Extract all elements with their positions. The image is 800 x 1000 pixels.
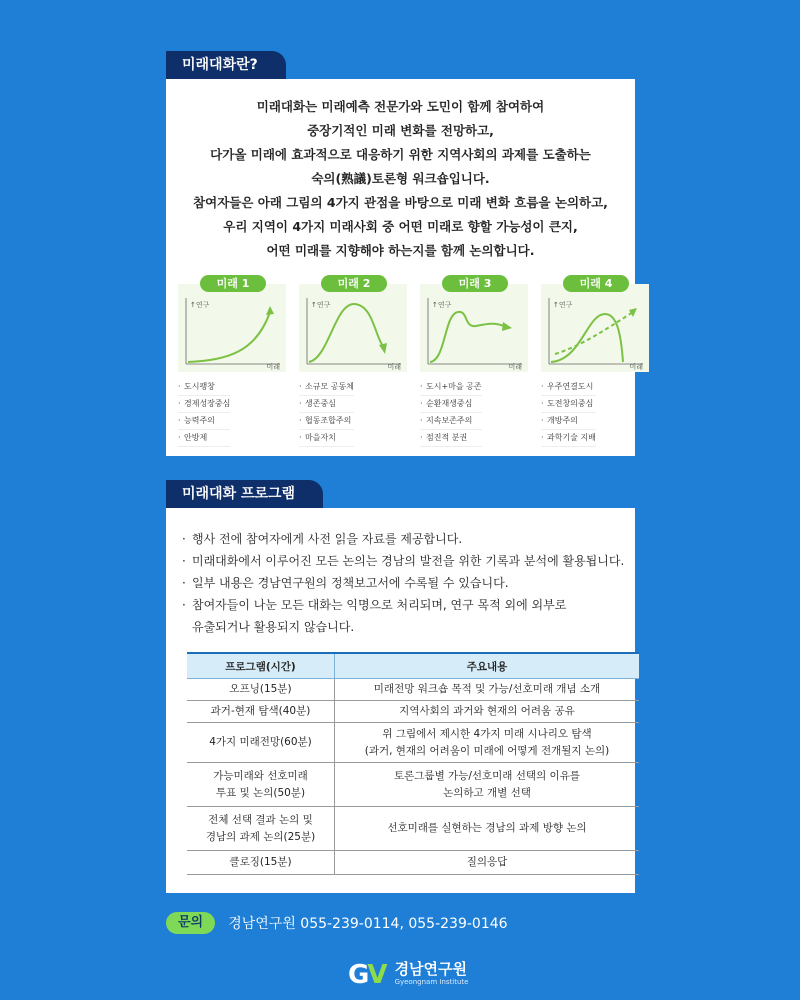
program-time-cell: 클로징(15분) [187, 851, 335, 875]
program-time-cell: 오프닝(15분) [187, 679, 335, 701]
program-time-cell: 과거-현재 탐색(40분) [187, 701, 335, 723]
list-item: · 협동조합주의 [299, 413, 354, 430]
intro-line: 중장기적인 미래 변화를 전망하고, [307, 123, 494, 138]
future-1-ylabel: ↑연구 [190, 301, 210, 309]
future-1 [178, 275, 286, 450]
future-3-xlabel: 미래 [508, 363, 522, 371]
contact-badge: 문의 [166, 912, 215, 934]
intro-line: 어떤 미래를 지향해야 하는지를 함께 논의합니다. [266, 243, 535, 258]
section1-tab: 미래대화란? [166, 51, 286, 79]
future-2-curve [299, 284, 407, 372]
list-item: · 소규모 공동체 [299, 379, 354, 396]
future-1-graph [178, 284, 286, 372]
future-1-curve [178, 284, 286, 372]
intro-line: 다가올 미래에 효과적으로 대응하기 위한 지역사회의 과제를 도출하는 [210, 147, 591, 162]
future-3-badge: 미래 3 [442, 275, 508, 292]
notice-list [182, 528, 635, 638]
program-content-cell: 지역사회의 과거와 현재의 어려움 공유 [335, 701, 640, 723]
list-item: · 개방주의 [541, 413, 596, 430]
future-3-graph [420, 284, 528, 372]
future-1-xlabel: 미래 [266, 363, 280, 371]
contact-info [166, 912, 508, 934]
program-time-cell: 가능미래와 선호미래 투표 및 논의(50분) [187, 763, 335, 807]
future-1-list [178, 379, 230, 447]
list-item: · 행사 전에 참여자에게 사전 읽을 자료를 제공합니다. [182, 528, 635, 550]
intro-panel [166, 79, 643, 456]
list-item: · 안방제 [178, 430, 230, 447]
future-2-xlabel: 미래 [387, 363, 401, 371]
list-item: · 일부 내용은 경남연구원의 정책보고서에 수록될 수 있습니다. [182, 572, 635, 594]
list-item [182, 594, 635, 638]
future-4 [541, 275, 649, 450]
list-item: · 미래대화에서 이루어진 모든 논의는 경남의 발전을 위한 기록과 분석에 활용됩니다. [182, 550, 635, 572]
list-item: · 능력주의 [178, 413, 230, 430]
table-header-row [187, 653, 639, 679]
program-content-cell: 미래전망 워크숍 목적 및 가능/선호미래 개념 소개 [335, 679, 640, 701]
list-item: · 점진적 분권 [420, 430, 482, 447]
program-content-cell: 위 그림에서 제시한 4가지 미래 시나리오 탐색 (과거, 현재의 어려움이 미래에 어떻게 전개될지 논의) [335, 723, 640, 763]
table-row [187, 701, 639, 723]
table-row [187, 807, 639, 851]
future-4-graph [541, 284, 649, 372]
program-table-body [187, 679, 639, 875]
intro-line: 미래대화는 미래예측 전문가와 도민이 함께 참여하여 [256, 99, 545, 114]
program-time-cell: 4가지 미래전망(60분) [187, 723, 335, 763]
future-3 [420, 275, 528, 450]
future-4-xlabel: 미래 [629, 363, 643, 371]
future-4-badge: 미래 4 [563, 275, 629, 292]
program-table [187, 652, 639, 875]
future-2-list [299, 379, 354, 447]
list-item: · 마을자치 [299, 430, 354, 447]
future-2-ylabel: ↑연구 [311, 301, 331, 309]
future-4-ylabel: ↑연구 [553, 301, 573, 309]
list-item: · 지속보존주의 [420, 413, 482, 430]
logo-english-name: Gyeongnam Institute [394, 978, 469, 986]
future-3-list [420, 379, 482, 447]
future-2-graph [299, 284, 407, 372]
list-item: · 순환재생중심 [420, 396, 482, 413]
intro-line: 숙의(熟議)토론형 워크숍입니다. [311, 171, 490, 186]
section2-tab: 미래대화 프로그램 [166, 480, 323, 508]
intro-text [176, 95, 625, 263]
list-item-line: 유출되거나 활용되지 않습니다. [192, 620, 355, 634]
table-row [187, 851, 639, 875]
logo-korean-name: 경남연구원 [394, 960, 468, 978]
program-time-cell: 전체 선택 결과 논의 및 경남의 과제 논의(25분) [187, 807, 335, 851]
list-item: · 경제성장중심 [178, 396, 230, 413]
list-item: · 도전창의중심 [541, 396, 596, 413]
program-content-cell: 선호미래를 실현하는 경남의 과제 방향 논의 [335, 807, 640, 851]
logo-names [395, 960, 469, 987]
future-4-list [541, 379, 596, 447]
future-3-curve [420, 284, 528, 372]
future-2 [299, 275, 407, 450]
futures-diagram [178, 275, 643, 450]
list-item: · 생존중심 [299, 396, 354, 413]
future-4-curve [541, 284, 649, 372]
table-header: 주요내용 [335, 653, 640, 679]
program-panel [166, 508, 635, 893]
future-1-badge: 미래 1 [200, 275, 266, 292]
table-row [187, 763, 639, 807]
list-item: · 우주연결도시 [541, 379, 596, 396]
footer-logo [348, 960, 468, 996]
list-item-line: 참여자들이 나눈 모든 대화는 익명으로 처리되며, 연구 목적 외에 외부로 [192, 598, 567, 612]
table-row [187, 723, 639, 763]
program-content-cell: 토론그룹별 가능/선호미래 선택의 이유를 논의하고 개별 선택 [335, 763, 640, 807]
future-2-badge: 미래 2 [321, 275, 387, 292]
future-3-ylabel: ↑연구 [432, 301, 452, 309]
list-item: · 과학기술 지배 [541, 430, 596, 447]
list-item: · 도시+마을 공존 [420, 379, 482, 396]
logo-mark: GV [348, 960, 386, 990]
table-header: 프로그램(시간) [187, 653, 335, 679]
table-row [187, 679, 639, 701]
list-item: · 도시팽창 [178, 379, 230, 396]
contact-text: 경남연구원 055-239-0114, 055-239-0146 [228, 916, 508, 932]
intro-line: 우리 지역이 4가지 미래사회 중 어떤 미래로 향할 가능성이 큰지, [223, 219, 578, 234]
program-content-cell: 질의응답 [335, 851, 640, 875]
intro-line: 참여자들은 아래 그림의 4가지 관점을 바탕으로 미래 변화 흐름을 논의하고, [193, 195, 608, 210]
